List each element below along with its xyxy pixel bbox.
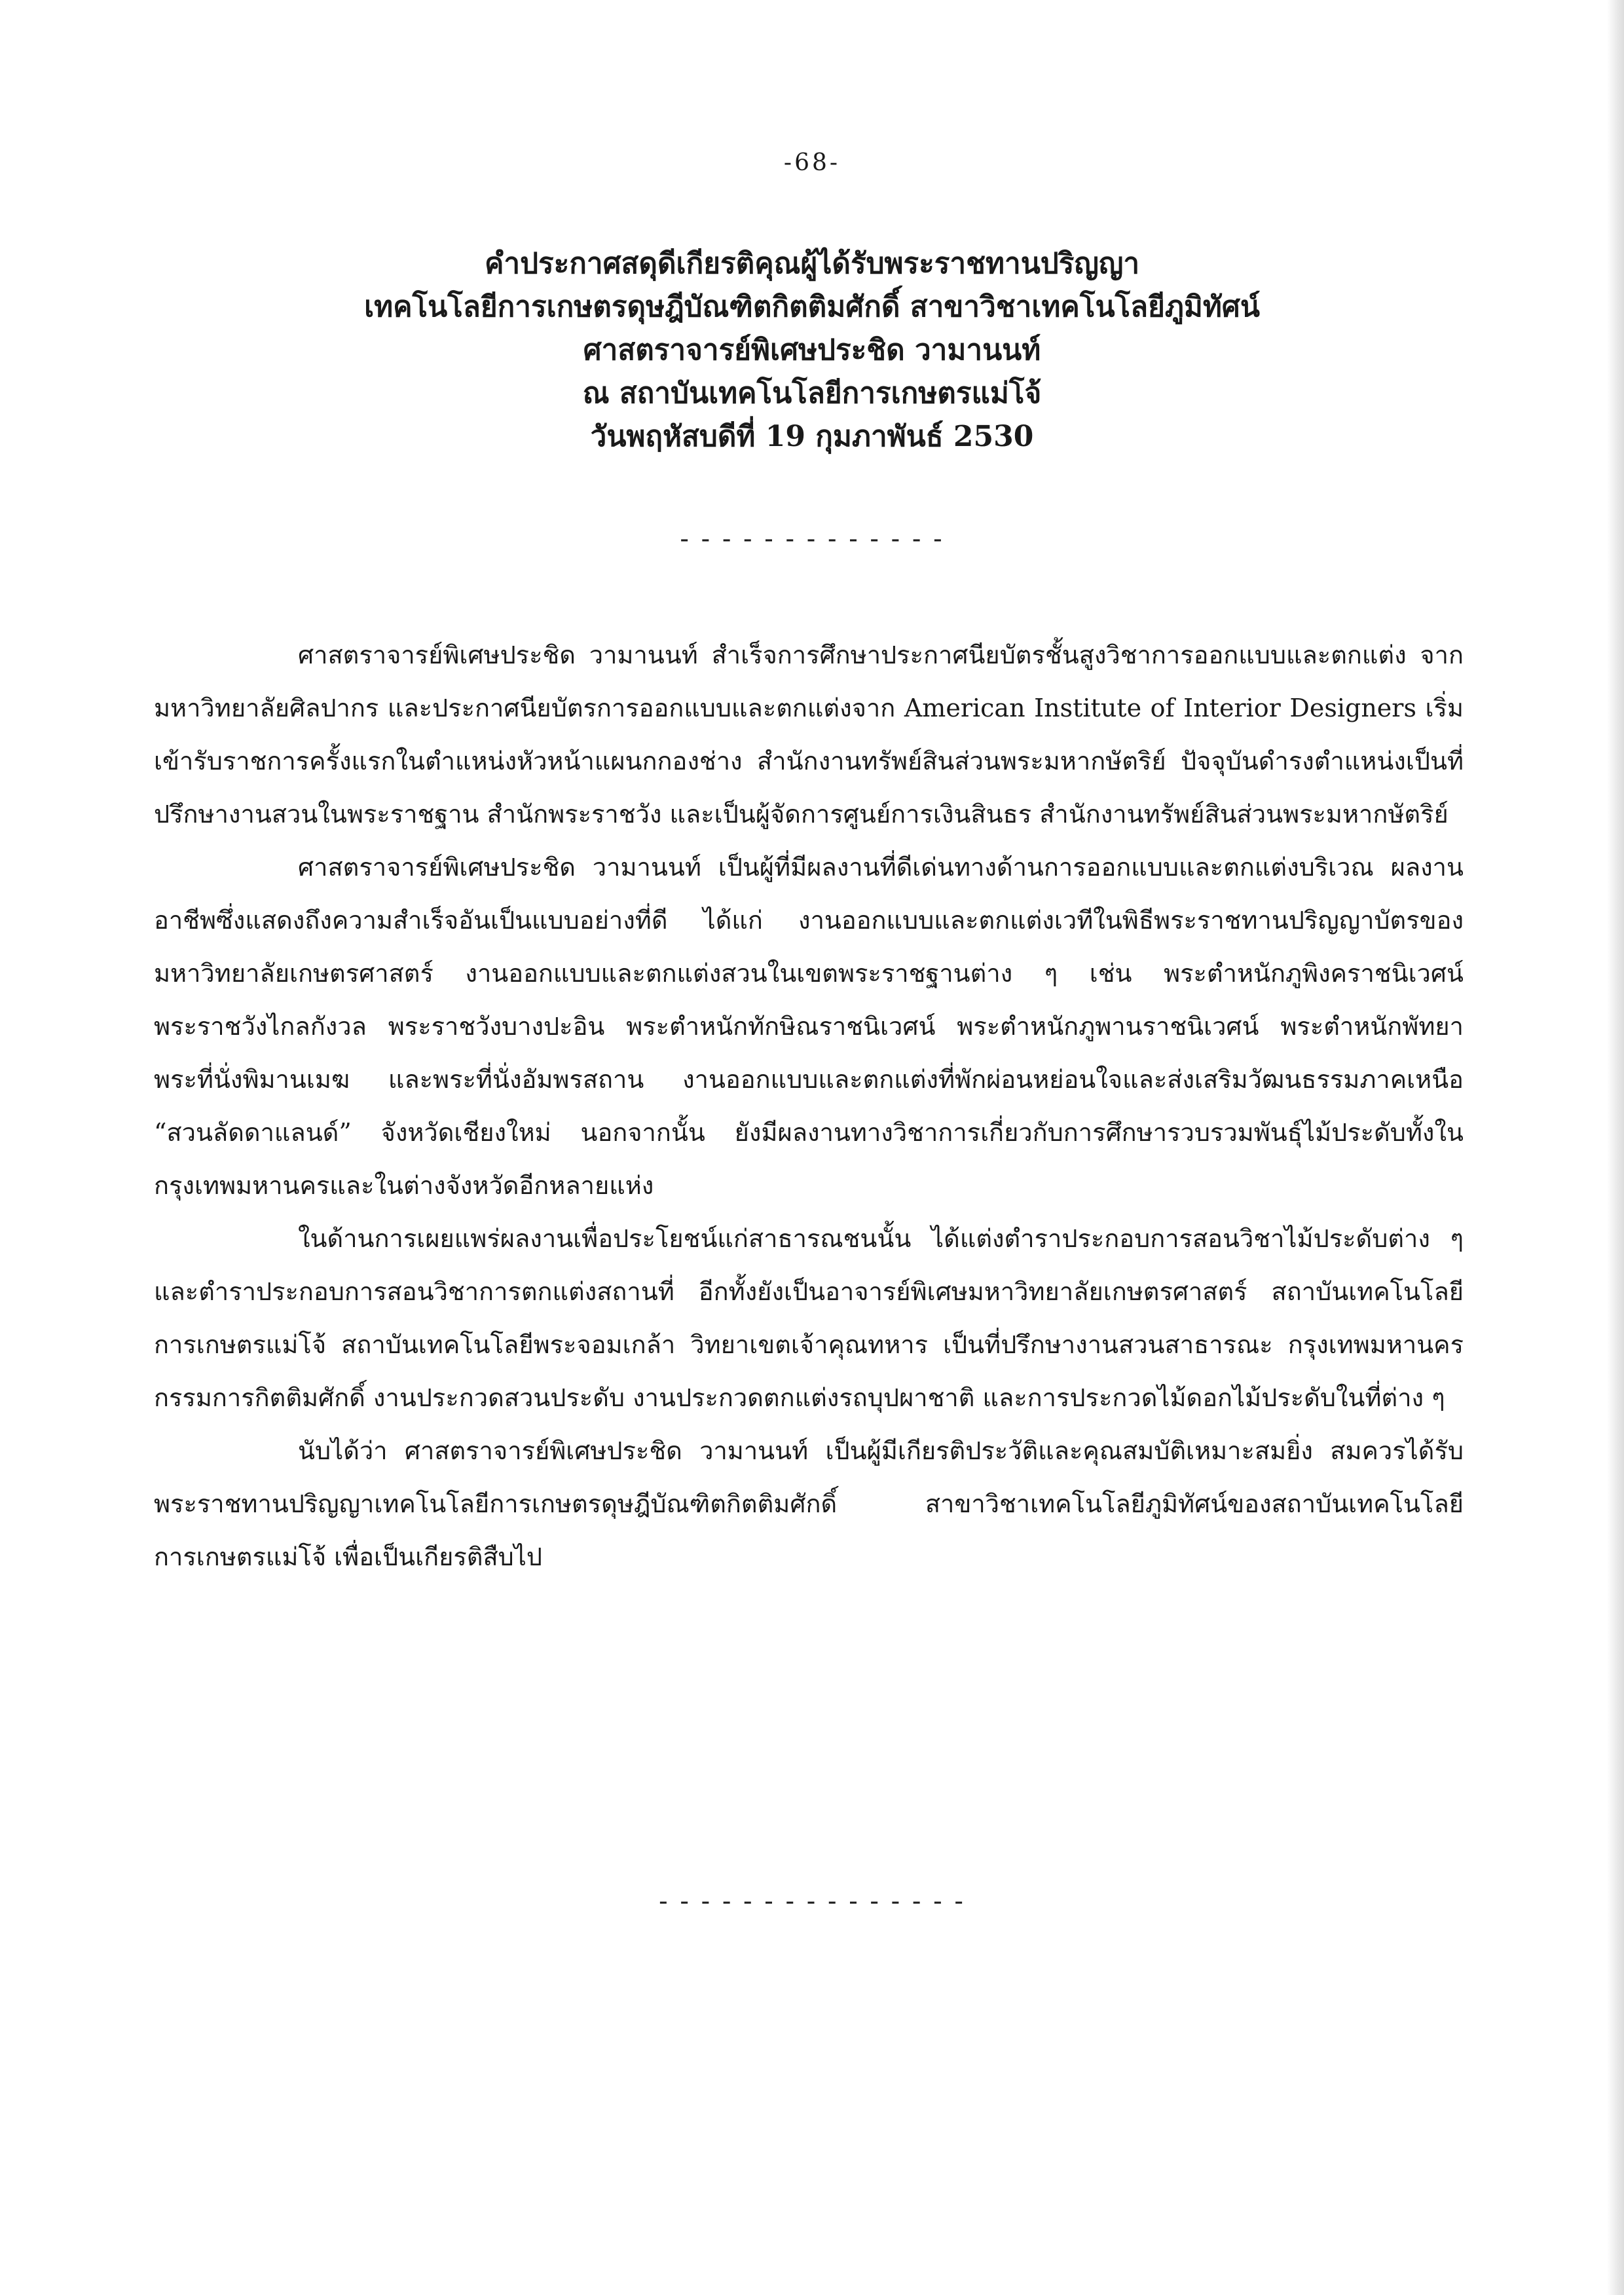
title-line-4: ณ สถาบันเทคโนโลยีการเกษตรแม่โจ้ — [582, 377, 1042, 410]
title-line-5: วันพฤหัสบดีที่ 19 กุมภาพันธ์ 2530 — [590, 420, 1034, 453]
paragraph-4: นับได้ว่า ศาสตราจารย์พิเศษประชิด วามานนท์ เป็นผู้มีเกียรติประวัติและคุณสมบัติเหมาะสมยิ่ง สมควรได้รับพระราชทานปริญญาเทคโนโลยีการเกษตรดุษฎีบัณฑิตกิตติมศักดิ์ สาขาวิชาเทคโนโลยีภูมิทัศน์ของสถาบันเทคโนโลยีการเกษตรแม่โจ้ เพื่อเป็นเกียรติสืบไป — [154, 1436, 1464, 1571]
title-line-3: ศาสตราจารย์พิเศษประชิด วามานนท์ — [583, 333, 1041, 367]
title-line-2: เทคโนโลยีการเกษตรดุษฎีบัณฑิตกิตติมศักดิ์ สาขาวิชาเทคโนโลยีภูมิทัศน์ — [364, 290, 1260, 324]
title-separator: - - - - - - - - - - - - - — [680, 524, 944, 554]
end-separator: - - - - - - - - - - - - - - - — [659, 1886, 965, 1916]
title-line-1: คำประกาศสดุดีเกียรติคุณผู้ได้รับพระราชทานปริญญา — [484, 247, 1140, 280]
paragraph-1: ศาสตราจารย์พิเศษประชิด วามานนท์ สำเร็จการศึกษาประกาศนียบัตรชั้นสูงวิชาการออกแบบและตกแต่ง จากมหาวิทยาลัยศิลปากร และประกาศนียบัตรการออกแบบและตกแต่งจาก American Institute of Interior Designers เริ่มเข้ารับราชการครั้งแรกในตำแหน่งหัวหน้าแผนกกองช่าง สำนักงานทรัพย์สินส่วนพระมหากษัตริย์ ปัจจุบันดำรงตำแหน่งเป็นที่ปรึกษางานสวนในพระราชฐาน สำนักพระราชวัง และเป็นผู้จัดการศูนย์การเงินสินธร สำนักงานทรัพย์สินส่วนพระมหากษัตริย์ — [154, 641, 1464, 829]
citation-body — [154, 629, 1464, 1584]
title-block — [157, 242, 1467, 458]
paragraph-3: ในด้านการเผยแพร่ผลงานเพื่อประโยชน์แก่สาธารณชนนั้น ได้แต่งตำราประกอบการสอนวิชาไม้ประดับต่าง ๆ และตำราประกอบการสอนวิชาการตกแต่งสถานที่ อีกทั้งยังเป็นอาจารย์พิเศษมหาวิทยาลัยเกษตรศาสตร์ สถาบันเทคโนโลยีการเกษตรแม่โจ้ สถาบันเทคโนโลยีพระจอมเกล้า วิทยาเขตเจ้าคุณทหาร เป็นที่ปรึกษางานสวนสาธารณะ กรุงเทพมหานคร กรรมการกิตติมศักดิ์ งานประกวดสวนประดับ งานประกวดตกแต่งรถบุปผาชาติ และการประกวดไม้ดอกไม้ประดับในที่ต่าง ๆ — [154, 1224, 1464, 1412]
page-edge-shadow — [1607, 0, 1624, 2295]
paragraph-2: ศาสตราจารย์พิเศษประชิด วามานนท์ เป็นผู้ที่มีผลงานที่ดีเด่นทางด้านการออกแบบและตกแต่งบริเวณ ผลงานอาชีพซึ่งแสดงถึงความสำเร็จอันเป็นแบบอย่างที่ดี ได้แก่ งานออกแบบและตกแต่งเวทีในพิธีพระราชทานปริญญาบัตรของมหาวิทยาลัยเกษตรศาสตร์ งานออกแบบและตกแต่งสวนในเขตพระราชฐานต่าง ๆ เช่น พระตำหนักภูพิงคราชนิเวศน์ พระราชวังไกลกังวล พระราชวังบางปะอิน พระตำหนักทักษิณราชนิเวศน์ พระตำหนักภูพานราชนิเวศน์ พระตำหนักพัทยา พระที่นั่งพิมานเมฆ และพระที่นั่งอัมพรสถาน งานออกแบบและตกแต่งที่พักผ่อนหย่อนใจและส่งเสริมวัฒนธรรมภาคเหนือ “สวนลัดดาแลนด์” จังหวัดเชียงใหม่ นอกจากนั้น ยังมีผลงานทางวิชาการเกี่ยวกับการศึกษารวบรวมพันธุ์ไม้ประดับทั้งในกรุงเทพมหานครและในต่างจังหวัดอีกหลายแห่ง — [154, 853, 1464, 1200]
page-number: -68- — [783, 149, 841, 176]
